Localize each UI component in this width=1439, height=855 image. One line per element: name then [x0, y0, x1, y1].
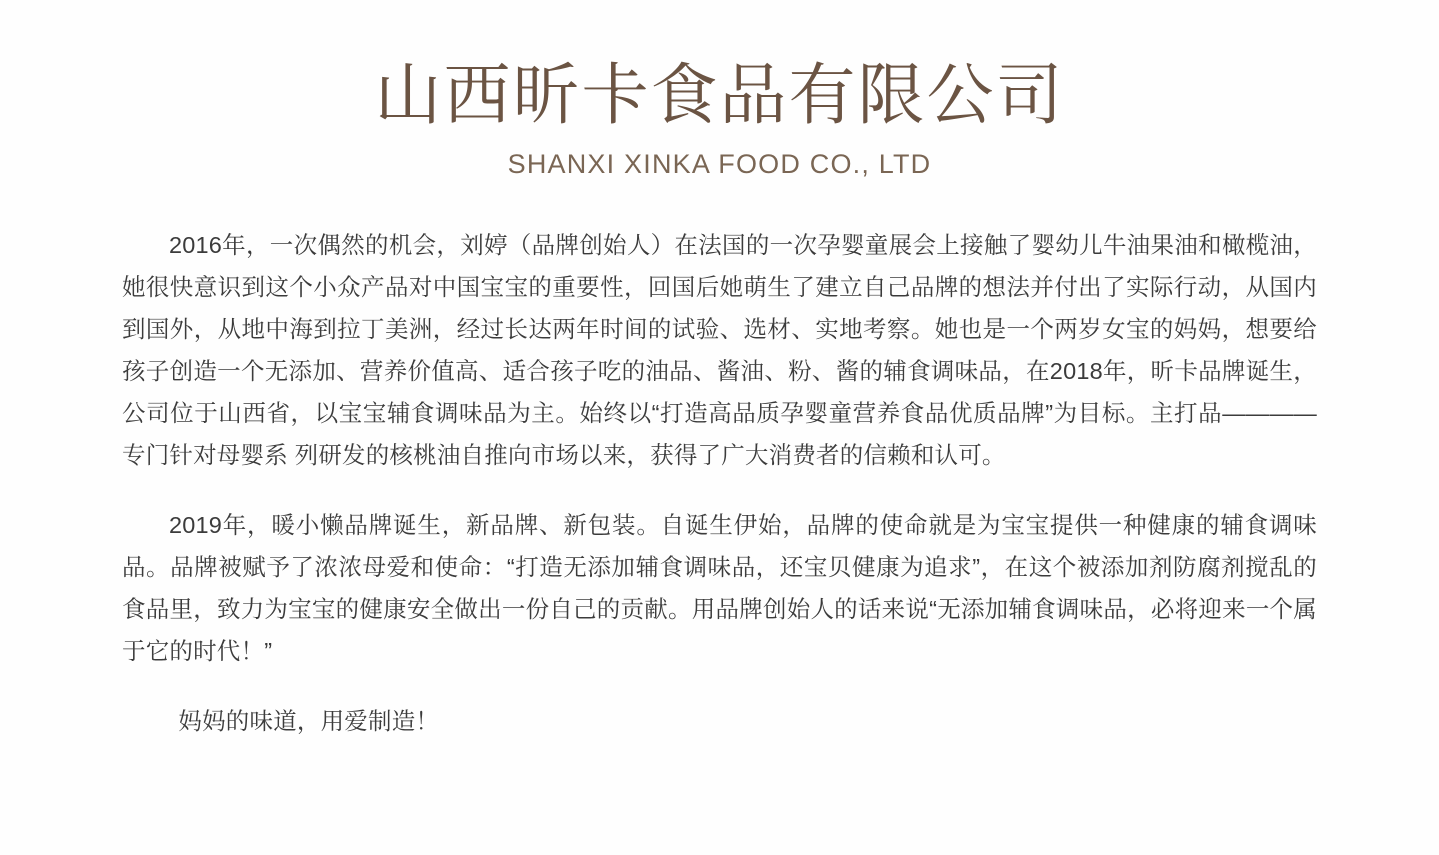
paragraph-company-history: 2016年，一次偶然的机会，刘婷（品牌创始人）在法国的一次孕婴童展会上接触了婴幼儿牛油果油和橄榄油，她很快意识到这个小众产品对中国宝宝的重要性，回国后她萌生了建立自己品牌的想法并付出了实际行动，从国内到国外，从地中海到拉丁美洲，经过长达两年时间的试验、选材、实地考察。她也是一个两岁女宝的妈妈，想要给孩子创造一个无添加、营养价值高、适合孩子吃的油品、酱油、粉、酱的辅食调味品，在2018年，昕卡品牌诞生，公司位于山西省，以宝宝辅食调味品为主。始终以“打造高品质孕婴童营养食品优质品牌”为目标。主打品————专门针对母婴系 列研发的核桃油自推向市场以来，获得了广大消费者的信赖和认可。 — [122, 232, 1317, 468]
paragraph-brand-launch: 2019年，暖小懒品牌诞生，新品牌、新包装。自诞生伊始，品牌的使命就是为宝宝提供一种健康的辅食调味品。品牌被赋予了浓浓母爱和使命：“打造无添加辅食调味品，还宝贝健康为追求”，在这个被添加剂防腐剂搅乱的食品里，致力为宝宝的健康安全做出一份自己的贡献。用品牌创始人的话来说“无添加辅食调味品，必将迎来一个属于它的时代！” — [122, 512, 1317, 664]
document-body — [122, 180, 1317, 742]
document-header — [0, 0, 1439, 180]
paragraph-slogan: 妈妈的味道，用爱制造！ — [178, 708, 440, 734]
page-title: 山西昕卡食品有限公司 — [374, 58, 1065, 133]
page-subtitle: SHANXI XINKA FOOD CO., LTD — [507, 149, 932, 179]
